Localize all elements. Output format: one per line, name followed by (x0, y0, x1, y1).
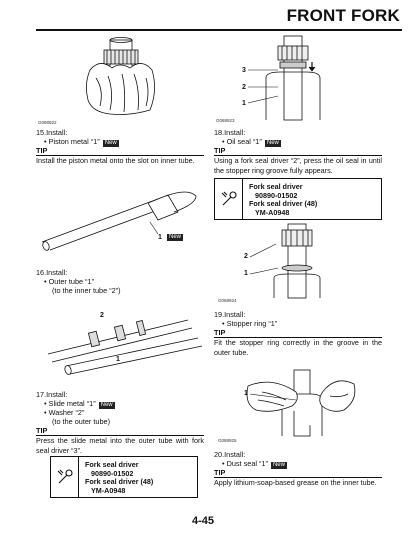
tool-number: YM-A0948 (91, 485, 126, 495)
special-tool-box (50, 456, 198, 498)
tool-name: Fork seal driver (85, 460, 139, 469)
step-number: 20. (214, 450, 225, 459)
tip-heading: TIP (214, 328, 226, 337)
step-15-bullet (44, 137, 119, 147)
tip-heading: TIP (36, 426, 48, 435)
bullet-text: • Slide metal “1” (44, 399, 96, 408)
figure-outer-tube-illustration (38, 302, 204, 374)
callout-label: 1 (116, 356, 120, 363)
tool-name: Fork seal driver (48) (85, 477, 154, 487)
header-rule (36, 29, 402, 31)
callout-label: 2 (100, 312, 104, 319)
page-title: FRONT FORK (286, 6, 400, 25)
tool-wrench-icon (51, 457, 79, 497)
new-badge: New (100, 402, 113, 408)
step-19-bullet: • Stopper ring “1” (222, 319, 278, 328)
callout-label: 3 (242, 67, 246, 74)
step-title: Install: (224, 450, 246, 459)
new-badge: New (266, 140, 279, 146)
step-number: 17. (36, 390, 47, 399)
step-20-bullet (222, 459, 287, 469)
step-title: Install: (46, 128, 68, 137)
step-20-title (214, 450, 245, 459)
tip-text: Fit the stopper ring correctly in the groove in the outer tube. (214, 338, 382, 357)
step-number: 19. (214, 310, 225, 319)
bullet-text: • Oil seal “1” (222, 137, 262, 146)
step-title: Install: (46, 268, 68, 277)
step-16-title (36, 268, 67, 277)
tool-name: Fork seal driver (249, 182, 303, 191)
tool-number: YM-A0948 (255, 207, 290, 217)
tip-heading: TIP (214, 468, 226, 477)
step-19-title (214, 310, 245, 319)
figure-inner-tube-illustration (38, 182, 204, 252)
figure-id: G088924 (218, 298, 237, 303)
step-17-bullet-2: • Washer “2” (44, 408, 85, 417)
callout-label: 2 (244, 253, 248, 260)
step-16-bullet-note: (to the inner tube “2”) (52, 286, 121, 295)
figure-piston-metal-illustration (60, 40, 180, 118)
callout-leader (250, 394, 300, 404)
step-title: Install: (224, 310, 246, 319)
step-18-title (214, 128, 245, 137)
callout-label: 1 (244, 390, 248, 397)
callout-label: 1 (158, 234, 162, 241)
new-badge: New (104, 140, 117, 146)
callout-label: 1 (244, 270, 248, 277)
tool-name: Fork seal driver (48) (249, 199, 318, 209)
callout-leaders (250, 256, 290, 276)
step-17-bullet-2-note: (to the outer tube) (52, 417, 111, 426)
tip-heading: TIP (214, 146, 226, 155)
step-number: 15. (36, 128, 47, 137)
step-title: Install: (46, 390, 68, 399)
tool-number: 90890-01502 (91, 468, 134, 478)
tip-heading: TIP (36, 146, 48, 155)
tip-text: Using a fork seal driver “2”, press the oil seal in until the stopper ring groove fully appears. (214, 156, 382, 175)
bullet-text: • Piston metal “1” (44, 137, 100, 146)
callout-leaders (248, 66, 288, 106)
step-number: 18. (214, 128, 225, 137)
step-number: 16. (36, 268, 47, 277)
step-18-bullet (222, 137, 281, 147)
special-tool-box (214, 178, 382, 220)
step-15-title (36, 128, 67, 137)
step-16-bullet: • Outer tube “1” (44, 277, 95, 286)
bullet-text: • Dust seal “1” (222, 459, 268, 468)
tool-text (85, 461, 153, 495)
callout-label: 2 (242, 84, 246, 91)
tip-text: Apply lithium-soap-based grease on the inner tube. (214, 478, 377, 487)
tool-text (249, 183, 317, 217)
tip-text: Install the piston metal onto the slot on inner tube. (36, 156, 195, 165)
figure-id: G088925 (218, 438, 237, 443)
new-badge: New (169, 234, 182, 240)
tool-number: 90890-01502 (255, 190, 298, 200)
step-title: Install: (224, 128, 246, 137)
figure-id: G088923 (216, 118, 235, 123)
figure-id: G088922 (38, 120, 57, 125)
callout-label: 1 (242, 100, 246, 107)
new-badge: New (272, 462, 285, 468)
callout-leader (150, 222, 160, 236)
step-17-title (36, 390, 67, 399)
page-number: 4-45 (192, 515, 215, 527)
tip-text: Press the slide metal into the outer tube with fork seal driver “3”. (36, 436, 204, 455)
tool-wrench-icon (215, 179, 243, 219)
